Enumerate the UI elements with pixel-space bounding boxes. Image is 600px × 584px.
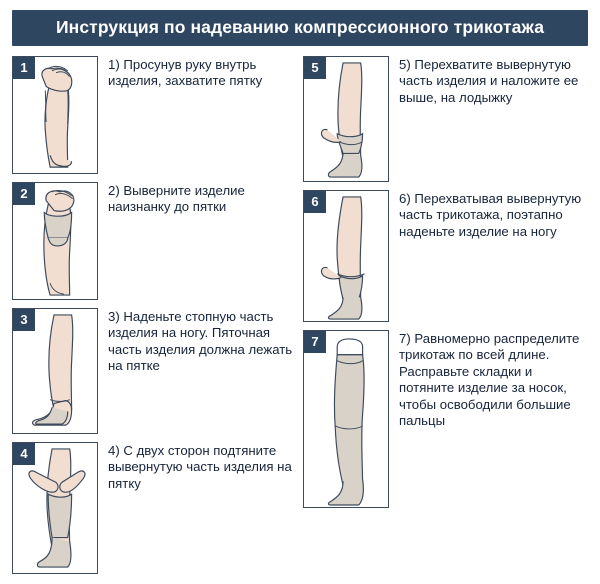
step-badge: 5 — [304, 57, 326, 79]
list-item — [303, 190, 588, 322]
figure-step-6 — [303, 190, 389, 322]
figure-step-5 — [303, 56, 389, 182]
step-description — [98, 56, 297, 174]
steps-column-left — [12, 56, 297, 582]
list-item — [12, 56, 297, 174]
step-description — [389, 190, 588, 322]
step-text: 1) Просунув руку внутрь изделия, захватите пятку — [108, 57, 263, 89]
figure-step-4 — [12, 442, 98, 574]
step-description — [98, 308, 297, 434]
step-text: 3) Наденьте стопную часть изделия на ногу. Пяточная часть изделия должна лежать на пятке — [108, 309, 293, 374]
step-badge: 7 — [304, 331, 326, 353]
step-badge: 1 — [13, 57, 35, 79]
figure-step-1 — [12, 56, 98, 174]
page-title: Инструкция по надеванию компрессионного трикотажа — [12, 10, 588, 46]
step-text: 2) Выверните изделие наизнанку до пятки — [108, 183, 245, 215]
step-description — [389, 330, 588, 508]
full-leg-stocking-illustration — [304, 331, 388, 507]
step-badge: 6 — [304, 191, 326, 213]
list-item — [12, 308, 297, 434]
steps-columns — [12, 56, 588, 582]
step-text: 4) С двух сторон подтяните вывернутую часть изделия на пятку — [108, 443, 292, 491]
step-text: 5) Перехватите вывернутую часть изделия и наложите ее выше, на лодыжку — [399, 57, 579, 105]
figure-step-7 — [303, 330, 389, 508]
figure-step-3 — [12, 308, 98, 434]
list-item — [303, 330, 588, 508]
step-badge: 3 — [13, 309, 35, 331]
step-text: 6) Перехватывая вывернутую часть трикотажа, поэтапно наденьте изделие на ногу — [399, 191, 582, 239]
step-description — [98, 182, 297, 300]
list-item — [12, 182, 297, 300]
step-badge: 2 — [13, 183, 35, 205]
list-item — [12, 442, 297, 574]
list-item — [303, 56, 588, 182]
steps-column-right — [303, 56, 588, 582]
step-text: 7) Равномерно распределите трикотаж по всей длине. Расправьте складки и потяните изделие за носок, чтобы освободили большие пальцы — [399, 331, 580, 429]
figure-step-2 — [12, 182, 98, 300]
step-description — [98, 442, 297, 574]
step-badge: 4 — [13, 443, 35, 465]
step-description — [389, 56, 588, 182]
